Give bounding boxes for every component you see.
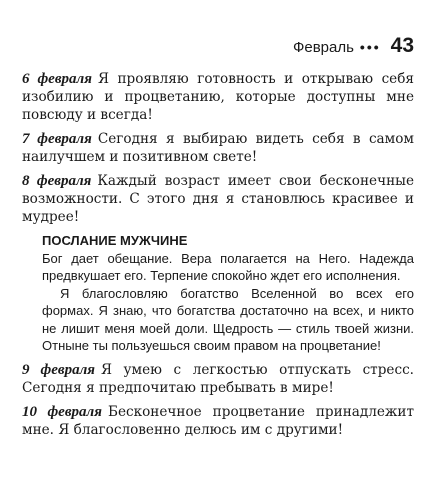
entry-feb-7 — [22, 130, 414, 166]
entry-feb-9 — [22, 361, 414, 397]
entry-feb-10 — [22, 403, 414, 439]
entry-date: 6 февраля — [22, 71, 92, 87]
entry-date: 9 февраля — [22, 361, 96, 378]
page-number: 43 — [390, 34, 414, 57]
entry-feb-8 — [22, 172, 414, 226]
running-title: Февраль — [292, 39, 354, 56]
entry-text: Я проявляю готовность и открываю себя изобилию и процветанию, которые доступны мне повсюду и всегда! — [22, 71, 414, 123]
message-paragraph: Бог дает обещание. Вера полагается на Него. Надежда предвкушает его. Терпение спокойно ждет его исполнения. — [42, 250, 414, 283]
entry-text: Бесконечное процветание принадлежит мне. Я благословенно делюсь им с другими! — [22, 403, 414, 438]
message-to-man — [22, 232, 414, 355]
header-dots: ••• — [359, 39, 381, 55]
entry-date: 8 февраля — [22, 173, 92, 189]
entry-text: Я умею с легкостью отпускать стресс. Сегодня я предпочитаю пребывать в мире! — [22, 361, 415, 396]
entry-date: 7 февраля — [22, 131, 92, 147]
page-header — [22, 34, 414, 64]
entry-text: Каждый возраст имеет свои бесконечные возможности. С этого дня я становлюсь красивее и мудрее! — [22, 173, 414, 225]
entry-text: Сегодня я выбираю видеть себя в самом наилучшем и позитивном свете! — [22, 131, 414, 165]
entry-date: 10 февраля — [22, 403, 102, 420]
entry-feb-6 — [22, 70, 414, 124]
message-paragraph: Я благословляю богатство Вселенной во всех его формах. Я знаю, что богатства достаточно на всех, и никто не лишит меня моей доли. Щедрость — стиль твоей жизни. Отныне ты пользуешься своим правом на процветание! — [42, 285, 414, 353]
message-title: ПОСЛАНИЕ МУЖЧИНЕ — [42, 233, 188, 248]
